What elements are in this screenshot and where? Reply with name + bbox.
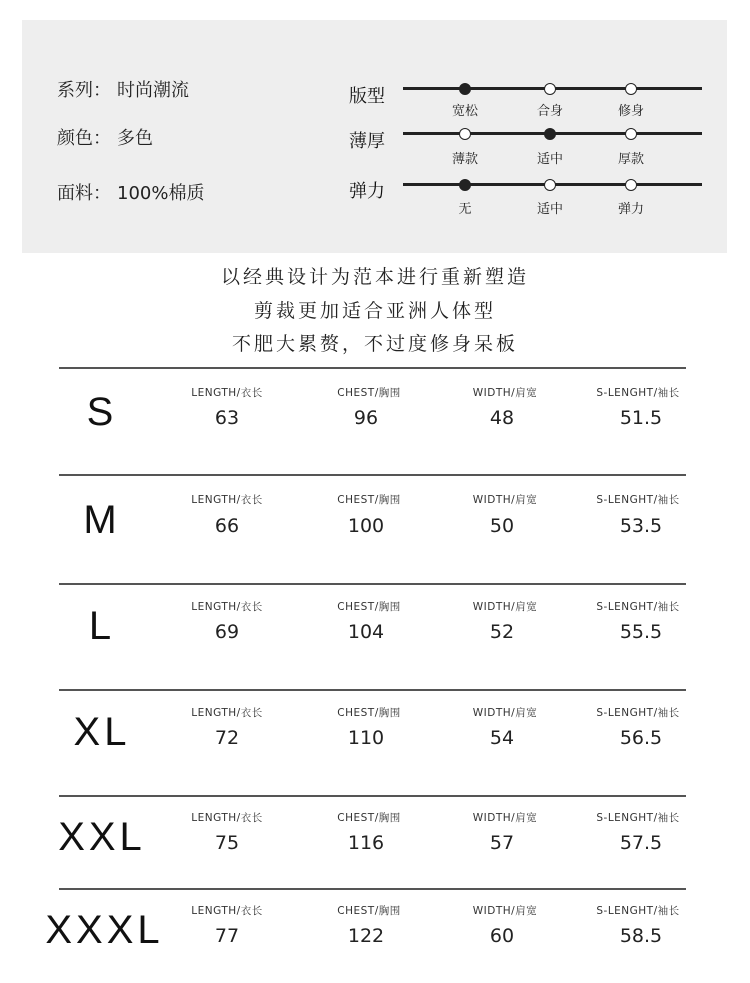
col-head-chest: CHEST/胸围 xyxy=(337,494,401,506)
value-length: 77 xyxy=(214,925,240,947)
value-width: 54 xyxy=(489,727,515,749)
size-code: L xyxy=(88,604,116,648)
value-sleeve: 58.5 xyxy=(619,925,663,947)
scale-dot-elasticity-1 xyxy=(544,179,556,191)
slogan-line-1: 以经典设计为范本进行重新塑造 xyxy=(220,266,529,288)
value-chest: 116 xyxy=(347,832,385,854)
scale-dot-elasticity-0 xyxy=(459,179,471,191)
value-width: 52 xyxy=(489,621,515,643)
size-code: S xyxy=(86,390,118,434)
col-head-sleeve: S-LENGHT/袖长 xyxy=(596,905,680,917)
scale-option-thickness-0: 薄款 xyxy=(451,152,479,167)
size-code: XXL xyxy=(58,815,146,859)
col-head-sleeve: S-LENGHT/袖长 xyxy=(596,387,680,399)
col-head-chest: CHEST/胸围 xyxy=(337,387,401,399)
scale-dot-thickness-0 xyxy=(459,128,471,140)
value-width: 57 xyxy=(489,832,515,854)
size-code: M xyxy=(83,498,121,542)
col-head-width: WIDTH/肩宽 xyxy=(472,707,538,719)
table-divider xyxy=(59,367,686,369)
scale-dot-fit-0 xyxy=(459,83,471,95)
table-divider xyxy=(59,689,686,691)
attr-color: 颜色： 多色 xyxy=(57,128,153,149)
scale-dot-thickness-2 xyxy=(625,128,637,140)
value-length: 63 xyxy=(214,407,240,429)
col-head-chest: CHEST/胸围 xyxy=(337,601,401,613)
scale-option-fit-0: 宽松 xyxy=(451,104,479,119)
scale-label-fit: 版型 xyxy=(349,86,385,107)
value-sleeve: 51.5 xyxy=(619,407,663,429)
col-head-width: WIDTH/肩宽 xyxy=(472,905,538,917)
scale-label-elasticity: 弹力 xyxy=(349,181,385,202)
col-head-chest: CHEST/胸围 xyxy=(337,812,401,824)
col-head-chest: CHEST/胸围 xyxy=(337,905,401,917)
table-divider xyxy=(59,888,686,890)
value-width: 50 xyxy=(489,515,515,537)
value-width: 60 xyxy=(489,925,515,947)
scale-dot-fit-1 xyxy=(544,83,556,95)
col-head-length: LENGTH/衣长 xyxy=(191,905,263,917)
scale-option-fit-1: 合身 xyxy=(536,104,564,119)
col-head-chest: CHEST/胸围 xyxy=(337,707,401,719)
slogan-line-2: 剪裁更加适合亚洲人体型 xyxy=(253,300,496,322)
value-sleeve: 55.5 xyxy=(619,621,663,643)
col-head-width: WIDTH/肩宽 xyxy=(472,601,538,613)
table-divider xyxy=(59,583,686,585)
table-divider xyxy=(59,795,686,797)
scale-dot-thickness-1 xyxy=(544,128,556,140)
value-sleeve: 56.5 xyxy=(619,727,663,749)
table-divider xyxy=(59,474,686,476)
attr-series: 系列： 时尚潮流 xyxy=(57,80,189,101)
col-head-sleeve: S-LENGHT/袖长 xyxy=(596,812,680,824)
size-code: XL xyxy=(73,710,131,754)
scale-option-fit-2: 修身 xyxy=(617,104,645,119)
scale-dot-fit-2 xyxy=(625,83,637,95)
col-head-sleeve: S-LENGHT/袖长 xyxy=(596,601,680,613)
col-head-sleeve: S-LENGHT/袖长 xyxy=(596,707,680,719)
attr-fabric: 面料： 100%棉质 xyxy=(57,183,205,204)
scale-option-elasticity-2: 弹力 xyxy=(617,202,645,217)
value-length: 66 xyxy=(214,515,240,537)
scale-option-thickness-1: 适中 xyxy=(536,152,564,167)
col-head-sleeve: S-LENGHT/袖长 xyxy=(596,494,680,506)
col-head-length: LENGTH/衣长 xyxy=(191,707,263,719)
size-code: XXXL xyxy=(45,908,164,952)
value-length: 75 xyxy=(214,832,240,854)
value-sleeve: 57.5 xyxy=(619,832,663,854)
value-chest: 100 xyxy=(347,515,385,537)
col-head-length: LENGTH/衣长 xyxy=(191,812,263,824)
scale-option-elasticity-0: 无 xyxy=(458,202,472,217)
value-chest: 110 xyxy=(347,727,385,749)
col-head-length: LENGTH/衣长 xyxy=(191,601,263,613)
slogan-line-3: 不肥大累赘，不过度修身呆板 xyxy=(231,333,518,355)
value-sleeve: 53.5 xyxy=(619,515,663,537)
value-length: 69 xyxy=(214,621,240,643)
scale-dot-elasticity-2 xyxy=(625,179,637,191)
col-head-width: WIDTH/肩宽 xyxy=(472,494,538,506)
value-chest: 104 xyxy=(347,621,385,643)
col-head-length: LENGTH/衣长 xyxy=(191,387,263,399)
scale-option-thickness-2: 厚款 xyxy=(617,152,645,167)
value-width: 48 xyxy=(489,407,515,429)
scale-label-thickness: 薄厚 xyxy=(349,131,385,152)
col-head-width: WIDTH/肩宽 xyxy=(472,387,538,399)
spec-panel xyxy=(22,20,727,253)
value-chest: 96 xyxy=(353,407,379,429)
value-length: 72 xyxy=(214,727,240,749)
col-head-width: WIDTH/肩宽 xyxy=(472,812,538,824)
value-chest: 122 xyxy=(347,925,385,947)
scale-option-elasticity-1: 适中 xyxy=(536,202,564,217)
col-head-length: LENGTH/衣长 xyxy=(191,494,263,506)
